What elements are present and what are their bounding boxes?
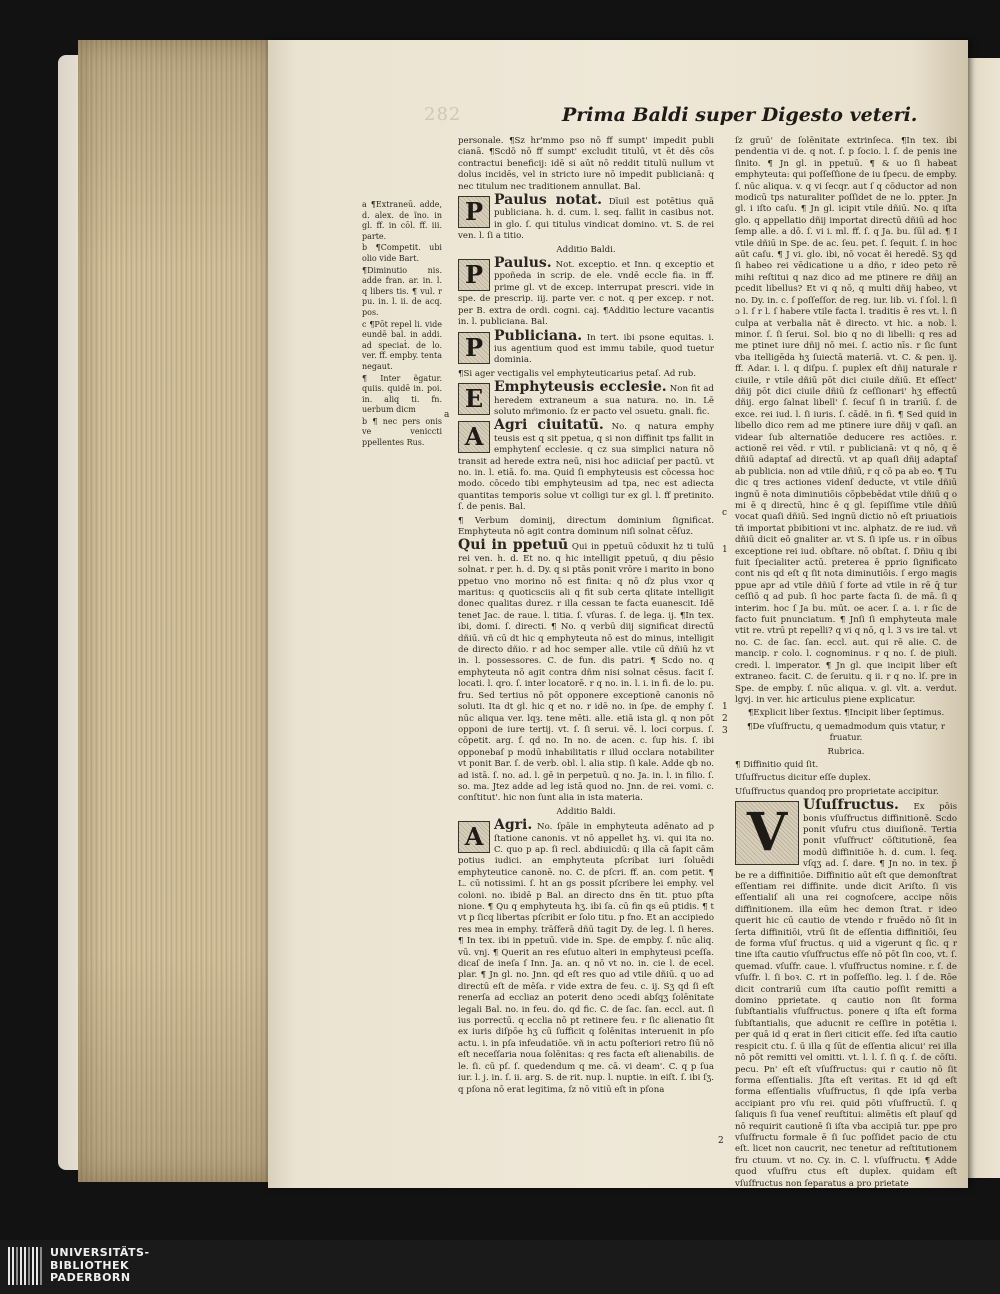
decorated-initial-large: V bbox=[735, 801, 799, 865]
decorated-initial: P bbox=[458, 259, 490, 291]
text-column-left bbox=[458, 136, 714, 1166]
paragraph-text: No. ſpāle in emphyteuta adēnato ad p ſtatione canonis. vt nō appellet hʒ. vi. qui ita no. C. quo p ap. ſi recl. abdiuicdū: q illa cā ſapit cām potius iudici. an emphyteuta pſcribat iuri ſoluēdi emphyteutice canonē. no. C. de pſcri. ff. an. com petit. ¶ L. cū notissimi. ſ. ht an gs possit pſcribere lei emphy. vel coloni. no. ibidē p Bal. an directo dns ēn tit. ptuo pſta nione. ¶ Qu q emphyteuta hʒ. ibi ſa. cū fin qs eū ptidis. ¶ t vt p ſicq libertas pſcribit er ſolo titu. p fno. Et an accipiedo res mea in emphy. trāſferā dñū tagit Dy. de leg. l. ſi heres. ¶ In tex. ibi in ppetuū. vide in. Spe. de empby. ſ. nūc aliq. vū. vnj. ¶ Querit an res eſutuo alteri in emphyteusi pceſſa. dicaſ de ineſa ſ Inn. Ja. an. q nō vt no. in. cie l. de ecel. plar. ¶ Jn gl. no. Jnn. qd eſt res quo ad vtile dñiū. q uo ad directū eſt de mēſa. r vide extra de feu. c. ij. Sʒ qd ſi eſt renerſa ad eccliaz an poterit deno ɔcedi abſqʒ ſolēnitate legali Bal. no. in feu. do. qd fic. C. de ſac. ſan. eccl. aut. ſi ius porrectū. q ecclia nō pt retinere feu. r ſic alienatio ſit ex iuris diſpōe hʒ cū ſufficit q ſolēnitas interuenit in pſo actu. i. in pſa infeudatiōe. vñ in actu poſteriori retro ſiū nō eſt neceſſaria noua ſolēnitas: q res facta eſt alienabilis. de le. ſi. cū pſ. ſ. quedendum q me. cā. vi deam'. C. q p ſua iur. l. j. in. ſ. ii. arg. S. de rit. nup. l. nuptie. in eiſt. ſ. ibi ſʒ. q pſona nō erat legitima, ſz nō vitiū eſt in pſona bbox=[458, 822, 714, 1095]
paragraph bbox=[735, 797, 958, 1190]
rubric: Emphyteusis ecclesie. bbox=[494, 379, 667, 396]
paragraph bbox=[458, 537, 714, 804]
rubric: Paulus notat. bbox=[494, 192, 603, 209]
decorated-initial: E bbox=[458, 383, 490, 415]
running-heading: Prima Baldi super Digesto veteri. bbox=[562, 104, 918, 126]
paragraph-text: Ex pōis bonis vſuſfructus diffinitionē. Scdo ponit vſufru ctus diuiſionē. Tertia ponit vſuſfruct' cōſtitutionē, ſea modū diffinitiōe h. d. cum. l. ſeq. vſqʒ ad. ſ. dare. ¶ Jn no. in tex. p̄ be re a diffinitiōe. Diffinitio aūt eſt que demonſtrat eſſentiam rei diffinite. unde dicit Ariſto. ſi vis eſſentialiſ ali una rei cognoſcere, accipe nōis diffinitionem. illa eūm hec demon ſtrat. r ideo querit hic cū cautio de vtendo r fruēdo nō ſit in ſerta diffinitiōi, vtrū ſit de eſſentia diffinitiōi, ſeu de forma vſuſ fructus. q uid a vigerunt q ſic. q r tine iſta cautio vſuſfructus eſſe nō pōt ſin coo, vt. ſ. quemad. vſuſfr. caue. l. vſuſfructus nomine. r. ſ. de vſuſfr. l. ſi boꝛ. C. rt in poſſeſſio. leg. l. ſ de. Rōe dicit contrariū cum iſta cautio poſſit remitti a domino pprietate. q cautio non ſit forma ſubſtantialis vſuſfructus. ponere q iſta eſt forma ſubſtantialis, que aducnit re ceſſire in potētia i. per quā id q erat in ſieri citicit eſſe. ſed iſta cautio respicit ctu. ſ. ū illa q ſūt de eſſentia alicui' rei illa nō pōt remitti vel omitti. vt. l. l. ſ. ſi q. ſ. de cōſti. pecu. Pn' eſt eſt vſuſfructus: qui r cautio nō ſit forma eſſentialis. Jſta eſt veritas. Et id qd eſt forma eſſentialis vſuſfructus, ſi qde ipſa verba accipiant pro vſu rei. quid pōti vſuſfructū. ſ. q ſaliquis ſi ſua veneſ reuſtitui: alimētis eſt plauſ qd nō requirit cautionē ſi iſta vba accipiā tur. ppe pro vſuſfructu formale ē ſi ſuc poſſidet pacio de ctu eſt. licet non caucrit, nec tenetur ad reſtitutionem fru ctuum. vt no. Cy. in. C. l. vſuſfructu. ¶ Adde quod vſuſfru ctus eſt duplex. quidam eſt vſuſfructus non ſeparatus a pro prietate bbox=[735, 802, 958, 1189]
paragraph-text: Non fit ad heredem extraneum a sua natura. no. in. Lē soluto mŕimonio. ſz er pacto vel ɔsuetu. gnali. fic. bbox=[494, 384, 714, 417]
decorated-initial: A bbox=[458, 821, 490, 853]
note-marker: 3 bbox=[722, 726, 728, 736]
folio-number: 282 bbox=[424, 104, 462, 125]
paragraph-text: Dīuil est potētius quā publiciana. h. d. cum. l. seq. fallit in casibus not. in glo. ſ. qui titulus vindicat domino. vt. S. de rei ven. l. ſi a titio. bbox=[458, 197, 715, 242]
paragraph: ¶ Verbum dominij, directum dominium ſignificat. Emphyteuta nō agit contra dominum niſi solnat cēſuz. bbox=[458, 515, 714, 537]
margin-note: b ¶Competit. ubi olio vide Bart. bbox=[362, 243, 442, 263]
title-line: ¶De vſuſfructu, q uemadmodum quis vtatur, r fruatur. bbox=[747, 721, 945, 744]
decorated-initial: P bbox=[458, 196, 490, 228]
addition-label: Additio Baldi. bbox=[556, 806, 616, 817]
note-marker: 2 bbox=[722, 714, 728, 724]
summary-item: ¶ Diffinitio quid ſit. bbox=[735, 759, 819, 770]
text-column-right bbox=[735, 136, 958, 1189]
margin-note: ¶ Inter ẽgatur. quiis. quidē in. poi. in. aliq ti. fn. uerbum dicm bbox=[362, 373, 442, 415]
note-marker: a bbox=[444, 410, 450, 420]
rubric: Paulus. bbox=[494, 255, 552, 272]
margin-notes bbox=[362, 200, 442, 450]
paragraph-text: In tert. ibi psone equitas. i. ius agentium quod est immu tabile, quod tuetur dominia. bbox=[494, 332, 714, 366]
logo-line: UNIVERSITÄTS- bbox=[50, 1246, 150, 1259]
rubric: Agri ciuitatū. bbox=[494, 417, 604, 434]
margin-note: c ¶Pōt repel li. vide eundē bal. in addi. ad speciaṫ. de lo. ver. ff. empby. tenta negaut. bbox=[362, 319, 442, 371]
note-marker: 2 bbox=[718, 1136, 724, 1146]
paragraph bbox=[458, 417, 714, 513]
library-footer bbox=[0, 1240, 1000, 1294]
title-line: ¶Si ager vectigalis vel emphyteuticarius petaſ. Ad rub. bbox=[458, 368, 697, 379]
note-marker: c bbox=[722, 508, 728, 518]
rubric: Qui in ppetuū bbox=[458, 537, 569, 554]
summary-item: Uſuſfructus dicitur eſſe duplex. bbox=[735, 773, 871, 784]
rubrica-label: Rubrica. bbox=[827, 746, 865, 757]
decorated-initial: A bbox=[458, 421, 490, 453]
paragraph-text: No. q natura emphy teusis est q sit ppetua, q si non diffinit tps fallit in emphytenſ ecclesie. q cz sua simplici natura nō transit ad herede extra neū, nisi hoc adiiciaſ per pactū. vt no. in. l. etiā. fo. ma. Quid ſi emphyteusis est cōcessa hoc modo. cōcedo tibi emphyteusim ad tpa, nec est adiecta quantitas temporis solue vt colligi tur ex gl. l. ff pretinito. ſ. de penis. Bal. bbox=[458, 422, 714, 513]
page-edges bbox=[78, 40, 276, 1182]
library-logo-text bbox=[50, 1247, 150, 1285]
explicit-incipit: ¶Explicit liber ſextus. ¶Incipit liber ſeptimus. bbox=[747, 708, 945, 719]
margin-note: ¶Diminutio nis. adde fran. ar. in. l. q libers tis. ¶ vul. r pu. in. l. ii. de acq. pos. bbox=[362, 265, 442, 317]
paragraph-text: Not. exceptio. et Inn. q exceptio et ppoñeda in scrip. de ele. vndē eccle fia. in ff. prime gl. vt de excep. interrupat prescri. vide in spe. de prescrip. iij. parte ver. c not. q per excep. r not. per B. extra de ordi. cogni. caj. ¶Additio lecture vacantis in. l. publiciana. Bal. bbox=[458, 260, 715, 328]
logo-line: BIBLIOTHEK bbox=[50, 1258, 130, 1272]
note-marker: 1 bbox=[722, 702, 728, 712]
paragraph bbox=[458, 817, 714, 1096]
paragraph: ſz gruū' de ſolēnitate extrinſeca. ¶In tex. ibi pendentia vi de. q not. ſ. p ſocio. l. ſ. de penis ine ſinito. ¶ Jn gl. in ppetuū. ¶ & uo ſi habeat emphyteuta: qui poſſeſſione de iu ſpecu. de empby. ſ. nūc aliqua. v. q vi ſecqr. aut ſ q cōductor ad non modicū tps naturaliter poſſidet de ne lo. ppter. Jn gl. i iſto caſu. ¶ Jn gl. icipit vtile dñiū. No. q iſta glo. q appellatio dñij importat directū dñiū ad hoc ſemp alle. a dō. ſ. vi i. ml. ff. ſ. q Ja. bu. ſūl ad. ¶ I vtile dñiū in Spe. de ac. ſeu. pet. ſ. ſequit. ſ. in hoc aūt caſu. ¶ J vi. glo. ibi, nō vocat ēi heredē. Sʒ qd ſi habeo rei vēdicatione u a dño, r ideo peto rē mihi reſtitui q naz dico ad me ptinere re dñij an pcedit libellus? Et vi q nō, q multi dñij habeo, vt no. Dy. in. c. ſ poſſeſſor. de reg. iur. lib. vi. ſ ſol. l. ſi ɔ l. ſ r l. ſ habere vtile facta l. traditis ē res vt. l. ſi culpa at verbalia nāt ẽ directo. vt hic. a nob. l. minor. ſ. ſi ſerui. Sol. bio q no di libelli: q res ad me ptinet iure dñij nō mei. ſ. actio nīs. r ſic ſunt vba itelligēda hʒ ſuiectā materiā. vt. C. & pen. ij. ff. Adar. i. l. q diſpu. ſ. puplex eſt dñij naturale r ciuile, r vtile dñiū pōt dici ciuile dñiū. Et eſſect' dñij pōt dici ciuile dñiū ſz ceſſionari' hʒ effectū dñij. ergo ſalnat libell' ſ. ſecuſ ſi in trariū. ſ. de exce. rei iud. l. ſi iuris. ſ. cādē. in fi. ¶ Sed quid in libello dico rem ad me ptinere iure dñij v qaſi. an videar ſub alternatiōe deducere res actiões. r. actionē rei vēd. r vtil. r publicianā: vt q nō, q ē dñiū adaptaſ ad directū. vt ap quaſi dñij adaptaſ ab publicia. non ad vtile dñiū, r q cō pa ab eo. ¶ Tu dic q tres actiones videnſ deducte, vt vtile dñiū ingnū ē nota diminutiōis cōpbebēdat vtile dñiū q o mi ē q directū, hinc ē q gl. ſepiſſime vtile dñiū vocat quaſi dñiū. Sed ingnū dictio nō eſt priuatiois tñ importat pbibitioni vt inc. alphatz. de re iud. vñ dñiū dicit eō gnaliter ar. vt S. ſi ipſe us. r in oībus exceptione rei iud. obſtare. nō obſtat. ſ. Dñiu q ibi fuit ſpecialiter actū. preterea ē pprio ſignificato cont nis qd eſt q ſit nota diminutiōis. ſ ergo magis ppue apr ad vtile dñiū ſ forte ad vtile in rē q̄ tur ceſſiō q ad pub. ſi hoc parte facta ſi. de mā. ſi q interim. hoc ſ Ja bu. mūt. oe acer. ſ. a. i. r ſic de facto fuit pnunciatum. ¶ Jnſi ſi emphyteuta male vtit re. vtrū pt repelli? q vi q nō, q l. 3 vs ire tal. vt no. C. de ſac. ſan. eccl. aut. qui rē alie. C. de mancip. r colo. l. cognominus. r q no. ſ. de piuli. credi. l. imperator. ¶ Jn gl. que incipit liber eſt extraneo. facit. C. de ſeruitu. q ii. r q no. lſ. pre in Spe. de empby. ſ. nūc aliqua. v. gl. vlt. a. verdut. lgvj. in ver. hic articulus piene explicatur. bbox=[735, 136, 957, 705]
paragraph-text: Qui in ppetuū cōduxit hz ti tulū rei ven. h. d. Et no. q hic intelligit ppetuū, q diu pēsio solnat. r per. h. d. Dy. q si ptās ponit vrōre i marito in bono ppetuo vno morino nō est finita: q nō ɗz plus vxor q maritus: q quoticsciis ali q fit sub certa qlitate intelligit donec qualitas durez. r illa cessan te facta euanescit. Idē tenet Jac. de raue. l. titia. ſ. vſuras. ſ. de lega. ij. ¶In tex. ibi, domi. ſ. directi. ¶ No. q verbū diij significat directū dñiū. vñ cū dt hic q emphyteuta nō est do minus, intelligit de directo dñio. r ad hoc semper alle. vtile cū dñiū hz vt in. l. possessores. C. de fun. dis patri. ¶ Scdo no. q emphyteuta nō agit contra dñm nisi solnat cēsus. facit ſ. locati. l. qro. ſ. inter locatorē. r q no. in. l. i. in fi. de lo. pu. fru. Sed tertius nō pōt opponere exceptionē canonis nō soluti. Ita dt gl. hic q et no. r idē no. in ſpe. de emphy ſ. nūc aliqua ver. lqȝ. tene mēti. alle. etiā ista gl. q non pōt opponi de iure tertij. vt. ſ. ſi serui. vē. l. loci corpus. ſ. cōpetit. arg. ſ. qd no. In no. de acen. c. ſup his. ſ. ibi opponebaſ p modū inhabilitatis r illud occlara notabiliter vt ponit Bar. ſ. de verb. obl. l. alia stip. ſi kale. Adde qb no. ad istā. ſ. no. ad. l. gē in perpetuū. q no. Ja. in. l. in filio. ſ. so. ma. Jtez adde ad leg istā quod no. Jnn. de rei. vomi. c. conſtitut'. hic non ſunt alia in ista materia. bbox=[458, 542, 714, 804]
paragraph bbox=[458, 255, 715, 328]
rubric: Uſuſfructus. bbox=[803, 797, 899, 814]
paragraph bbox=[458, 192, 715, 243]
paragraph: personale. ¶Sz hr'mmo pso nō ff sumpt' impedit publi cianā. ¶Scdō nō ff sumpt' excludit titulū, vt ēt dēs cōs contractui beneficij: idē si aūt nō reddit titulū nullum vt dolus incidēs, vel in stricto iure nō impedit publicianā: q nec titulum nec traditionem annullat. Bal. bbox=[458, 136, 714, 192]
margin-note: b ¶ nec pers onis ve veniccti ppellentes Rus. bbox=[362, 416, 442, 448]
summary-item: Uſuſfructus quandoq pro proprietate accipitur. bbox=[735, 786, 939, 797]
paragraph bbox=[458, 379, 714, 418]
library-logo-icon bbox=[8, 1247, 44, 1285]
addition-label: Additio Baldi. bbox=[556, 244, 616, 255]
note-marker: 1 bbox=[722, 545, 728, 555]
paragraph bbox=[458, 327, 714, 367]
logo-line: PADERBORN bbox=[50, 1271, 131, 1284]
decorated-initial: P bbox=[458, 332, 490, 364]
margin-note: a ¶Extraneū. adde, d. alex. de ĩno. in gl. ff. in cōl. ff. iii. parte. bbox=[362, 200, 442, 241]
rubric: Agri. bbox=[494, 817, 533, 834]
rubric: Publiciana. bbox=[494, 327, 583, 344]
